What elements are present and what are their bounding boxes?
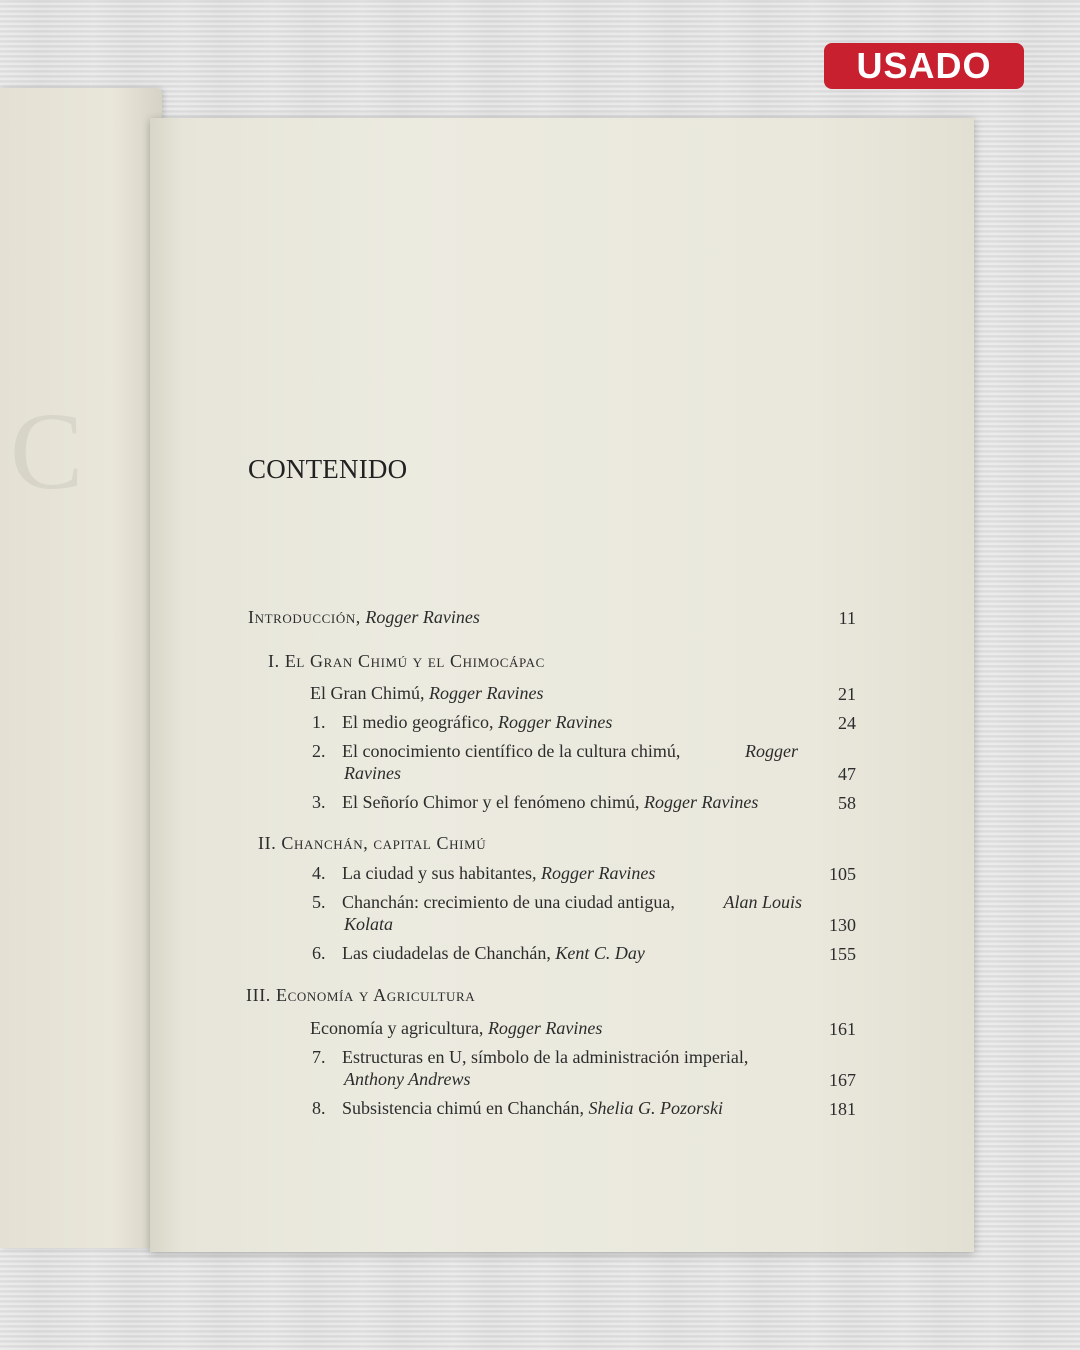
- page-number: 21: [838, 684, 856, 704]
- section-heading: I. El Gran Chimú y el Chimocápac: [268, 651, 545, 671]
- page-number: 11: [838, 608, 856, 628]
- page-number: 161: [829, 1019, 856, 1039]
- condition-badge: USADO: [824, 43, 1024, 89]
- page-title: CONTENIDO: [248, 454, 408, 484]
- section-heading: III. Economía y Agricultura: [246, 985, 476, 1005]
- page-number: 58: [838, 793, 856, 813]
- toc-entry-intro: Introducción, Rogger Ravines: [248, 607, 480, 627]
- page-number: 130: [829, 915, 856, 935]
- table-of-contents: [150, 118, 974, 1252]
- page-number: 47: [838, 764, 856, 784]
- page-number: 167: [829, 1070, 856, 1090]
- toc-entry: 3. El Señorío Chimor y el fenómeno chimú, Rogger Ravines: [312, 792, 759, 812]
- toc-entry-author: Ravines: [344, 763, 401, 783]
- toc-entry-author: Anthony Andrews: [344, 1069, 471, 1089]
- book-page: [150, 118, 974, 1252]
- section-heading: II. Chanchán, capital Chimú: [258, 833, 487, 853]
- toc-entry: 7. Estructuras en U, símbolo de la administración imperial,: [312, 1047, 749, 1067]
- toc-entry-author: Kolata: [344, 914, 394, 934]
- toc-entry: Economía y agricultura, Rogger Ravines: [310, 1018, 603, 1038]
- toc-entry: El Gran Chimú, Rogger Ravines: [310, 683, 544, 703]
- toc-entry: 6. Las ciudadelas de Chanchán, Kent C. Day: [312, 943, 645, 963]
- page-number: 155: [829, 944, 856, 964]
- toc-entry: 1. El medio geográfico, Rogger Ravines: [312, 712, 613, 732]
- page-number: 105: [829, 864, 856, 884]
- page-number: 181: [829, 1099, 856, 1119]
- left-page: [0, 88, 162, 1248]
- toc-entry: 2. El conocimiento científico de la cultura chimú, Rogger: [312, 741, 798, 761]
- toc-entry: 8. Subsistencia chimú en Chanchán, Shelia G. Pozorski: [312, 1098, 723, 1118]
- bleed-through-letter: C: [10, 390, 84, 512]
- page-number: 24: [838, 713, 856, 733]
- toc-entry: 5. Chanchán: crecimiento de una ciudad antigua, Alan Louis: [312, 892, 802, 912]
- toc-entry: 4. La ciudad y sus habitantes, Rogger Ravines: [312, 863, 656, 883]
